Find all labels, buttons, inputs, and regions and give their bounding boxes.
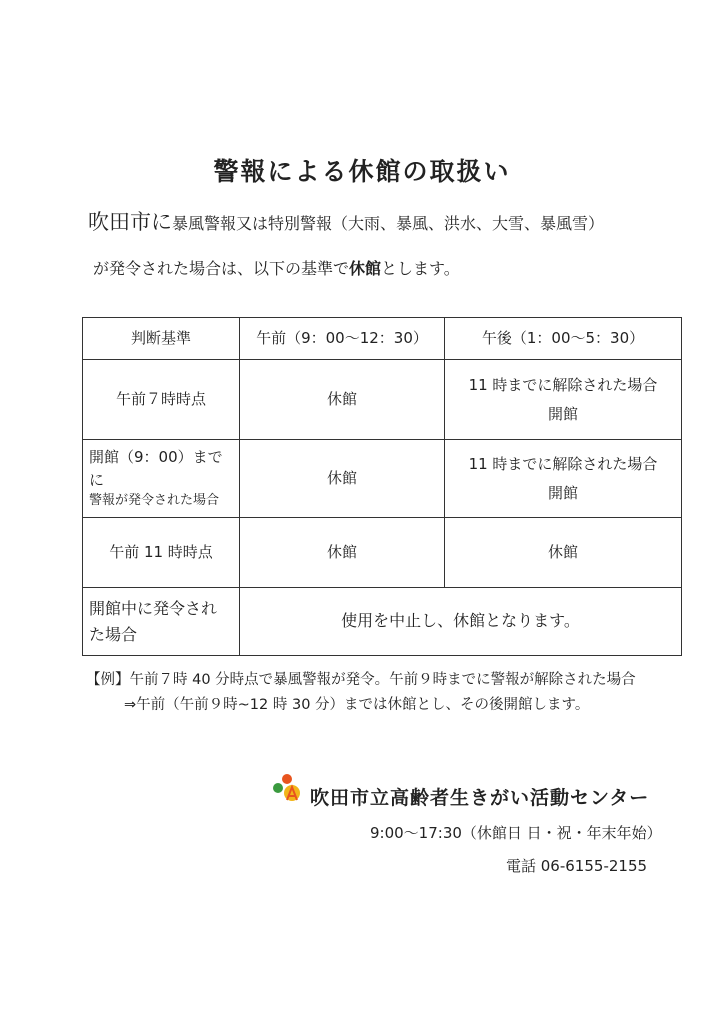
page-title: 警報による休館の取扱い <box>213 157 511 186</box>
afternoon-condition: 11 時までに解除された場合 <box>468 376 658 394</box>
morning-cell: 休館 <box>240 440 445 518</box>
morning-cell: 休館 <box>240 360 445 440</box>
table-row <box>83 588 682 656</box>
intro-city: 吹田市に <box>88 210 172 234</box>
phone-number: 電話 06-6155-2155 <box>506 857 648 875</box>
header-criterion: 判断基準 <box>83 318 240 360</box>
afternoon-condition: 11 時までに解除された場合 <box>468 455 658 473</box>
opening-hours: 9:00〜17:30（休館日 日・祝・年末年始） <box>370 824 662 842</box>
example-line-1: 【例】午前７時 40 分時点で暴風警報が発令。午前９時までに警報が解除された場合 <box>86 672 636 688</box>
table-header-row <box>83 318 682 360</box>
table-row <box>83 360 682 440</box>
criterion-line-1: 開館中に発令され <box>89 598 218 618</box>
merged-result-cell: 使用を中止し、休館となります。 <box>240 588 682 656</box>
intro-line-1 <box>88 206 604 236</box>
table-row <box>83 440 682 518</box>
example-line-2: ⇒午前（午前９時~12 時 30 分）までは休館とし、その後開館します。 <box>124 697 590 713</box>
afternoon-cell <box>445 440 682 518</box>
intro-line2-post: とします。 <box>381 259 460 278</box>
table-row <box>83 518 682 588</box>
criterion-line-2: 警報が発令された場合 <box>89 493 220 509</box>
criterion-cell <box>83 440 240 518</box>
criterion-line-2: た場合 <box>89 624 138 644</box>
intro-line2-pre: が発令された場合は、以下の基準で <box>93 259 350 278</box>
afternoon-result: 開館 <box>547 404 578 423</box>
closure-criteria-table <box>82 317 682 656</box>
morning-cell: 休館 <box>240 518 445 588</box>
criterion-line-1: 開館（9：00）までに <box>89 448 223 489</box>
intro-warnings: 暴風警報又は特別警報（大雨、暴風、洪水、大雪、暴風雪） <box>172 214 605 233</box>
criterion-cell: 午前７時時点 <box>83 360 240 440</box>
criterion-cell: 午前 11 時時点 <box>83 518 240 588</box>
intro-line-2 <box>93 256 460 279</box>
afternoon-result: 開館 <box>547 483 578 502</box>
center-logo-icon <box>272 773 302 803</box>
criterion-cell <box>83 588 240 656</box>
intro-line2-bold: 休館 <box>349 259 382 278</box>
afternoon-cell: 休館 <box>445 518 682 588</box>
header-afternoon: 午後（1：00〜5：30） <box>445 318 682 360</box>
header-morning: 午前（9：00〜12：30） <box>240 318 445 360</box>
afternoon-cell <box>445 360 682 440</box>
organization-name: 吹田市立高齢者生きがい活動センター <box>310 787 650 809</box>
